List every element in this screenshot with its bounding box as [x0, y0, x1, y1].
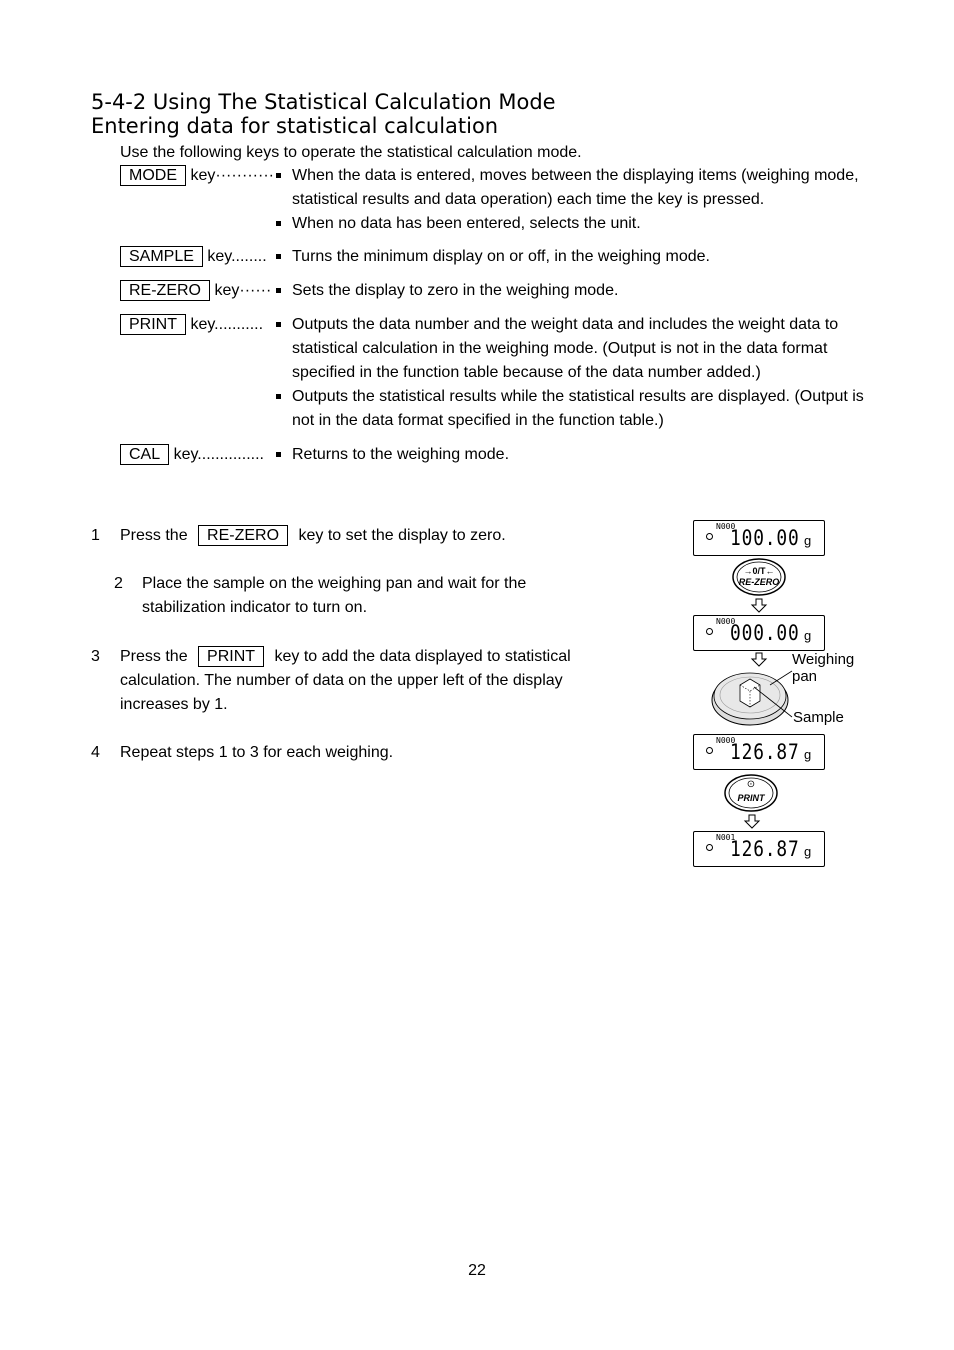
- list-item: Outputs the data number and the weight data and includes the weight data to statistical calculation in the weighing mode. (Output is not in the data format specified in the function table because of the data number added.): [276, 313, 866, 385]
- stability-indicator-icon: [706, 747, 713, 754]
- sample-key-description: [276, 245, 866, 269]
- display-value: 000.00: [730, 621, 800, 645]
- key-word: key: [214, 282, 240, 299]
- print-key-description: [276, 313, 866, 433]
- display-unit: g: [804, 628, 812, 643]
- rezero-key-label: RE-ZERO: [198, 525, 288, 546]
- list-item: Outputs the statistical results while the statistical results are displayed. (Output is not in the data format specified in the function table.): [276, 385, 866, 433]
- mode-key-row: [120, 164, 274, 188]
- stability-indicator-icon: [706, 844, 713, 851]
- cal-key-description: [276, 443, 866, 467]
- print-key-label: PRINT: [120, 314, 186, 335]
- weighing-pan-label-line: pan: [792, 668, 818, 685]
- weighing-pan-label-line: Weighing: [792, 651, 855, 668]
- step-text: Press the: [120, 527, 188, 544]
- rezero-key-top: →0/T←: [743, 566, 775, 576]
- step-3: [91, 645, 601, 717]
- display-value: 126.87: [730, 837, 800, 861]
- rezero-key-row: [120, 279, 271, 303]
- display-unit: g: [804, 533, 812, 548]
- rezero-key-icon: [731, 557, 787, 597]
- mode-key-description: [276, 164, 866, 236]
- step-text: Place the sample on the weighing pan and wait for the stabilization indicator to turn on.: [142, 575, 527, 616]
- data-count: N000: [716, 736, 736, 745]
- data-count: N000: [716, 617, 736, 626]
- list-item: Turns the minimum display on or off, in the weighing mode.: [276, 245, 866, 269]
- rezero-key-description: [276, 279, 866, 303]
- display-value: 126.87: [730, 740, 800, 764]
- stability-indicator-icon: [706, 628, 713, 635]
- balance-display: [693, 615, 825, 651]
- intro-text: Use the following keys to operate the statistical calculation mode.: [120, 144, 582, 161]
- key-word: key: [173, 446, 198, 463]
- key-word: key: [190, 167, 216, 184]
- step-text: key to add the data displayed to statistical calculation. The number of data on the upper left of the display increases by 1.: [120, 648, 571, 713]
- step-number: 2: [114, 575, 123, 592]
- data-count: N001: [716, 833, 736, 842]
- display-unit: g: [804, 747, 812, 762]
- weighing-pan-label: [792, 651, 854, 685]
- print-key-label: PRINT: [198, 646, 264, 667]
- step-number: 3: [91, 648, 100, 665]
- leader-dots: ······: [239, 282, 272, 299]
- leader-dots: ···········: [215, 167, 274, 184]
- print-key-top: ⊙: [746, 779, 756, 790]
- sample-label: Sample: [793, 709, 844, 726]
- print-key-icon: [723, 773, 779, 813]
- step-text-block: [120, 645, 601, 717]
- step-1: [91, 524, 611, 548]
- rezero-key-bottom: RE-ZERO: [738, 577, 780, 587]
- step-2: [114, 572, 564, 620]
- section-heading: 5-4-2 Using The Statistical Calculation Mode: [91, 90, 556, 114]
- leader-dots: ...............: [197, 446, 264, 463]
- balance-display: [693, 520, 825, 556]
- cal-key-row: [120, 443, 264, 467]
- sample-key-row: [120, 245, 267, 269]
- page-number: 22: [468, 1262, 486, 1279]
- display-unit: g: [804, 844, 812, 859]
- mode-key-label: MODE: [120, 165, 186, 186]
- rezero-key-label: RE-ZERO: [120, 280, 210, 301]
- sample-key-label: SAMPLE: [120, 246, 203, 267]
- stability-indicator-icon: [706, 533, 713, 540]
- list-item: Returns to the weighing mode.: [276, 443, 866, 467]
- list-item: When no data has been entered, selects the unit.: [276, 212, 866, 236]
- balance-display: [693, 831, 825, 867]
- balance-display: [693, 734, 825, 770]
- list-item: Sets the display to zero in the weighing mode.: [276, 279, 866, 303]
- display-value: 100.00: [730, 526, 800, 550]
- step-text: Press the: [120, 648, 188, 665]
- leader-dots: ........: [231, 248, 267, 265]
- print-key-row: [120, 313, 263, 337]
- key-word: key: [190, 316, 215, 333]
- list-item: When the data is entered, moves between the displaying items (weighing mode, statistical results and data operation) each time the key is pressed.: [276, 164, 866, 212]
- step-4: [91, 741, 601, 765]
- data-count: N000: [716, 522, 736, 531]
- weighing-pan-illustration: [710, 665, 790, 727]
- cal-key-label: CAL: [120, 444, 169, 465]
- subsection-heading: Entering data for statistical calculation: [91, 114, 499, 138]
- key-word: key: [207, 248, 232, 265]
- print-key-bottom: PRINT: [737, 793, 765, 803]
- leader-dots: ...........: [214, 316, 264, 333]
- step-text: Repeat steps 1 to 3 for each weighing.: [120, 744, 394, 761]
- step-number: 4: [91, 744, 100, 761]
- step-text: key to set the display to zero.: [298, 527, 506, 544]
- step-number: 1: [91, 527, 100, 544]
